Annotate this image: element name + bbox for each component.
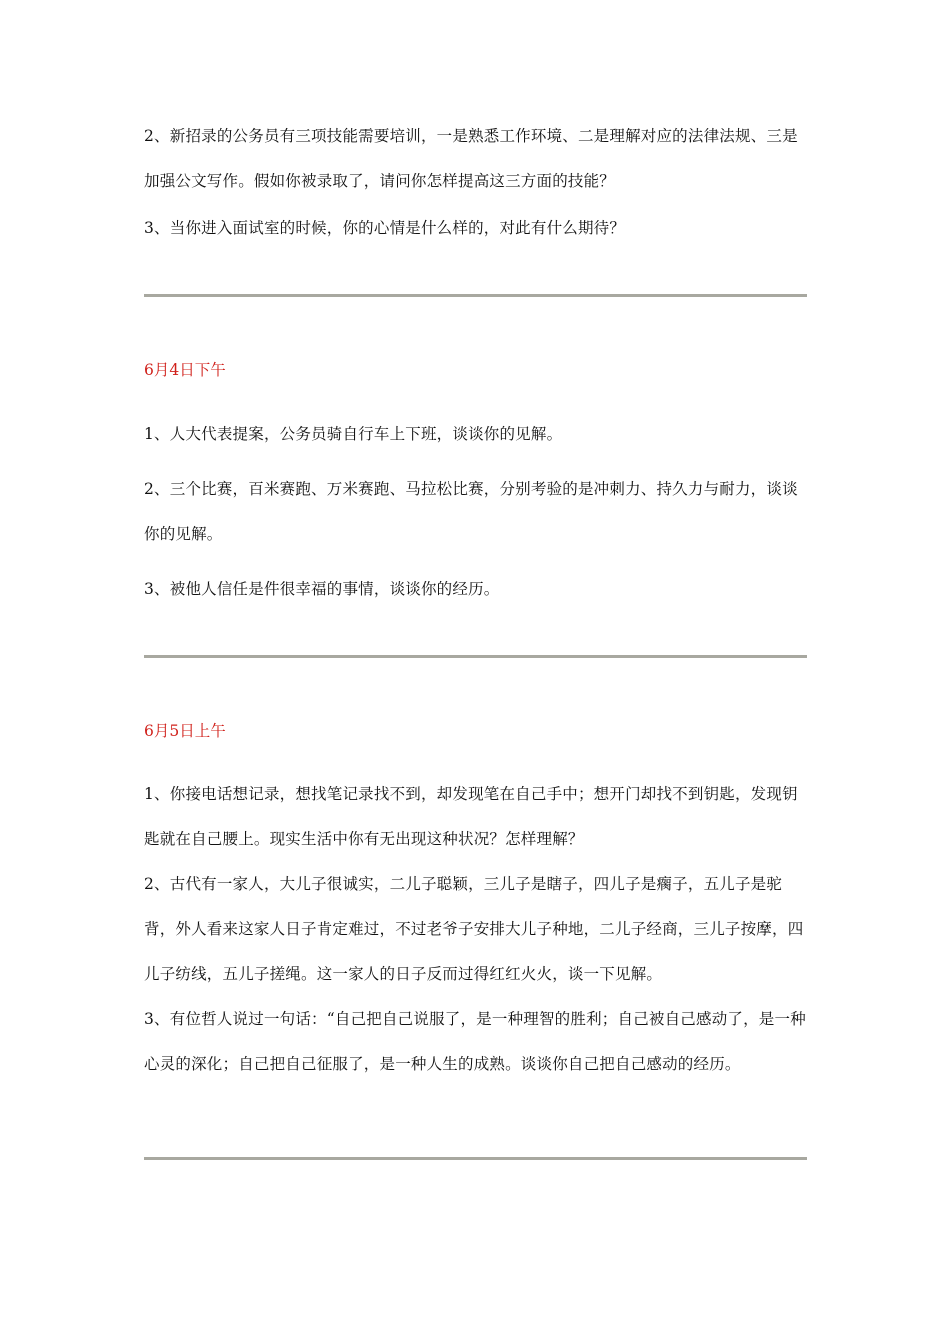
- section-heading-june4: 6月4日下午: [144, 361, 226, 379]
- section-june4: [144, 412, 807, 612]
- question-2: 2、三个比赛，百米赛跑、万米赛跑、马拉松比赛，分别考验的是冲刺力、持久力与耐力，谈谈你的见解。: [144, 480, 798, 543]
- question-1: 1、人大代表提案，公务员骑自行车上下班，谈谈你的见解。: [144, 425, 563, 443]
- question-1: 1、你接电话想记录，想找笔记录找不到，却发现笔在自己手中；想开门却找不到钥匙，发现钥匙就在自己腰上。现实生活中你有无出现这种状况？怎样理解？: [144, 785, 798, 848]
- section-june5: [144, 772, 807, 1087]
- section-top: [144, 114, 807, 251]
- section-heading-june5: 6月5日上午: [144, 722, 226, 740]
- divider-2: [144, 655, 807, 658]
- question-3: 3、被他人信任是件很幸福的事情，谈谈你的经历。: [144, 580, 500, 598]
- question-3: 3、有位哲人说过一句话：“自己把自己说服了，是一种理智的胜利；自己被自己感动了，是一种心灵的深化；自己把自己征服了，是一种人生的成熟。谈谈你自己把自己感动的经历。: [144, 1010, 806, 1073]
- divider-3: [144, 1157, 807, 1160]
- question-2: 2、古代有一家人，大儿子很诚实，二儿子聪颖，三儿子是瞎子，四儿子是瘸子，五儿子是驼背，外人看来这家人日子肯定难过，不过老爷子安排大儿子种地，二儿子经商，三儿子按摩，四儿子纺线，五儿子搓绳。这一家人的日子反而过得红红火火，谈一下见解。: [144, 875, 804, 983]
- question-3: 3、当你进入面试室的时候，你的心情是什么样的，对此有什么期待？: [144, 219, 626, 237]
- divider-1: [144, 294, 807, 297]
- question-2: 2、新招录的公务员有三项技能需要培训，一是熟悉工作环境、二是理解对应的法律法规、三是加强公文写作。假如你被录取了，请问你怎样提高这三方面的技能？: [144, 127, 798, 190]
